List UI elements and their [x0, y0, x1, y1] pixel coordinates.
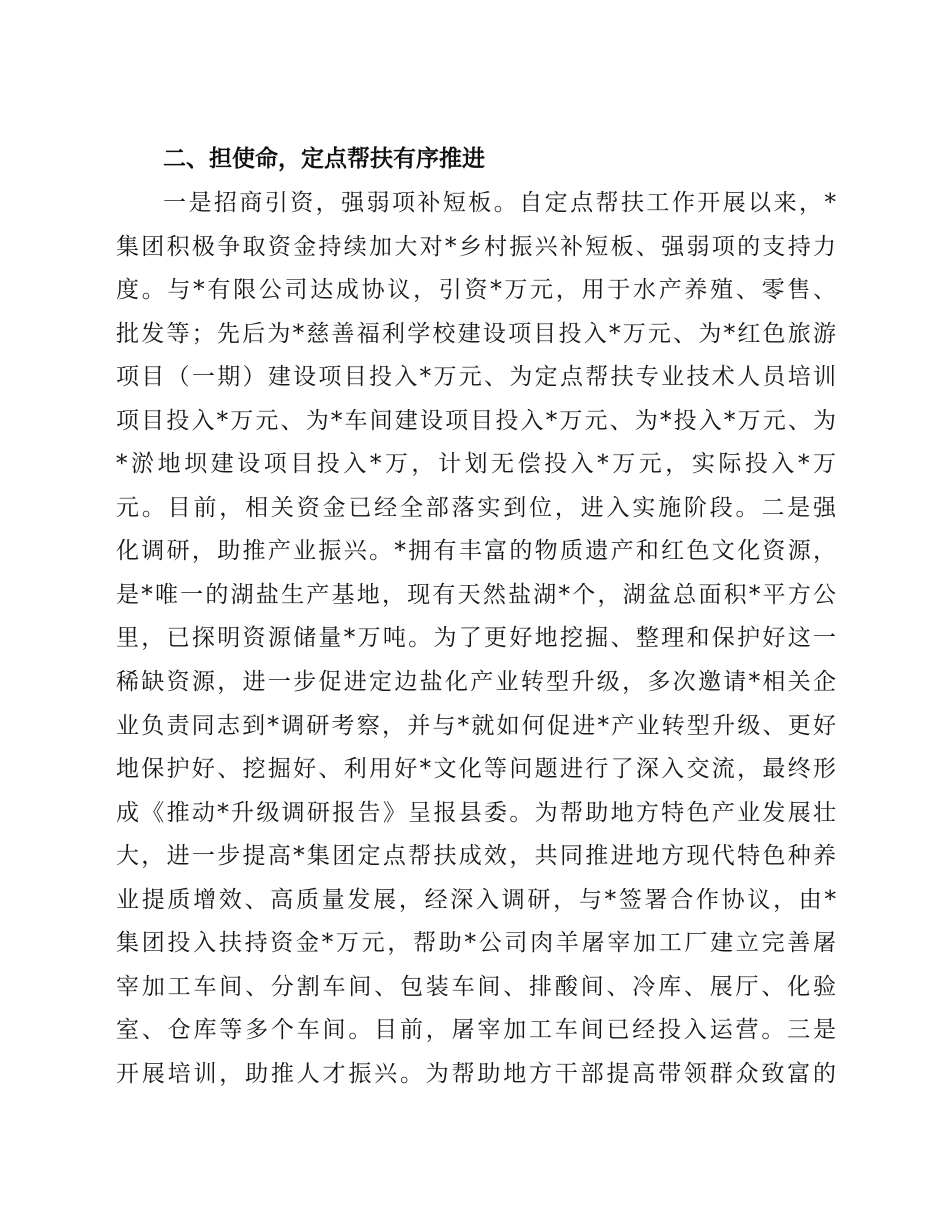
text-line: 宰加工车间、分割车间、包装车间、排酸间、冷库、展厅、化验 — [116, 973, 836, 1000]
text-line: 一是招商引资，强弱项补短板。自定点帮扶工作开展以来，* — [163, 190, 836, 216]
body-text — [116, 182, 836, 1096]
text-line: 元。目前，相关资金已经全部落实到位，进入实施阶段。二是强 — [116, 494, 836, 521]
text-line: *淤地坝建设项目投入*万，计划无偿投入*万元，实际投入*万 — [116, 451, 836, 478]
text-line: 化调研，助推产业振兴。*拥有丰富的物质遗产和红色文化资源， — [116, 538, 836, 565]
text-line: 项目投入*万元、为*车间建设项目投入*万元、为*投入*万元、为 — [116, 407, 836, 434]
text-line: 集团积极争取资金持续加大对*乡村振兴补短板、强弱项的支持力 — [116, 233, 836, 260]
text-line: 室、仓库等多个车间。目前，屠宰加工车间已经投入运营。三是 — [116, 1017, 836, 1044]
text-line: 项目（一期）建设项目投入*万元、为定点帮扶专业技术人员培训 — [116, 364, 836, 391]
text-line: 成《推动*升级调研报告》呈报县委。为帮助地方特色产业发展壮 — [116, 799, 836, 826]
text-line: 度。与*有限公司达成协议，引资*万元，用于水产养殖、零售、 — [116, 277, 836, 304]
section-heading: 二、担使命，定点帮扶有序推进 — [163, 146, 485, 172]
text-line: 批发等；先后为*慈善福利学校建设项目投入*万元、为*红色旅游 — [116, 320, 836, 347]
text-line: 地保护好、挖掘好、利用好*文化等问题进行了深入交流，最终形 — [116, 756, 836, 783]
text-line: 业负责同志到*调研考察，并与*就如何促进*产业转型升级、更好 — [116, 712, 836, 739]
text-line: 开展培训，助推人才振兴。为帮助地方干部提高带领群众致富的 — [116, 1060, 836, 1087]
text-line: 里，已探明资源储量*万吨。为了更好地挖掘、整理和保护好这一 — [116, 625, 836, 652]
text-line: 大，进一步提高*集团定点帮扶成效，共同推进地方现代特色种养 — [116, 843, 836, 870]
text-line: 业提质增效、高质量发展，经深入调研，与*签署合作协议，由* — [116, 886, 836, 913]
text-line: 是*唯一的湖盐生产基地，现有天然盐湖*个，湖盆总面积*平方公 — [116, 581, 836, 608]
text-line: 稀缺资源，进一步促进定边盐化产业转型升级，多次邀请*相关企 — [116, 669, 836, 696]
text-line: 集团投入扶持资金*万元，帮助*公司肉羊屠宰加工厂建立完善屠 — [116, 930, 836, 957]
